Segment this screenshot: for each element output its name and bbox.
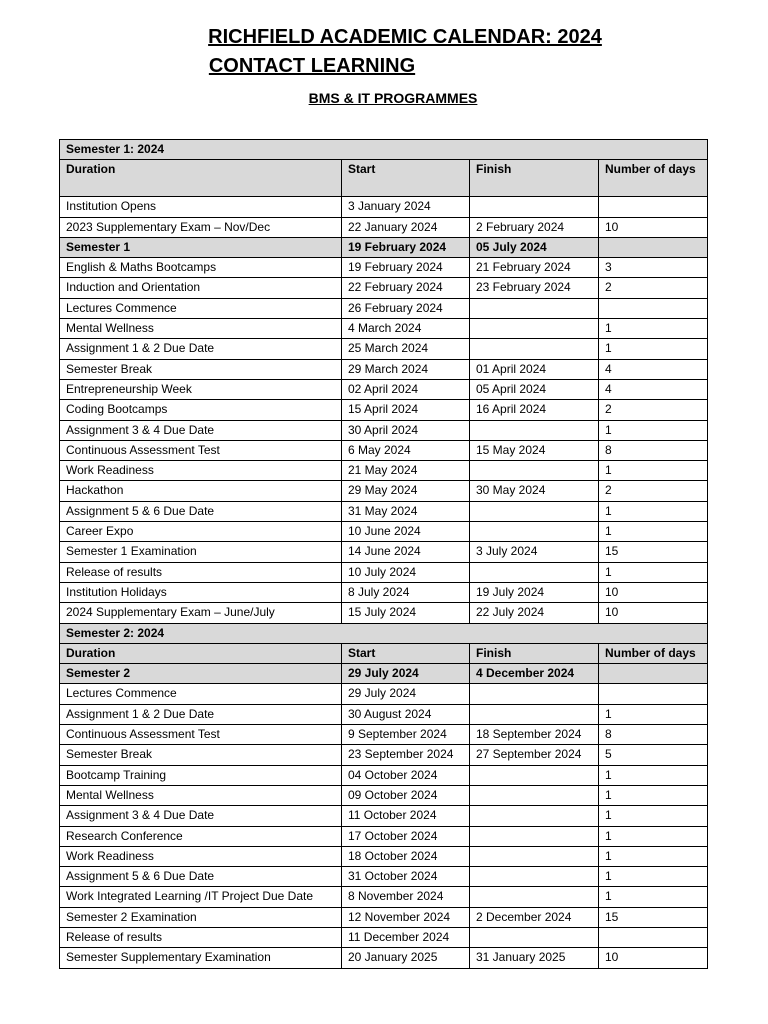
table-row <box>60 298 708 318</box>
cell-days: 2 <box>599 278 708 298</box>
table-row <box>60 806 708 826</box>
cell-days: 2 <box>599 481 708 501</box>
cell-finish <box>470 785 599 805</box>
semester2-title: Semester 2: 2024 <box>60 623 708 643</box>
cell-days: 8 <box>599 440 708 460</box>
table-row <box>60 846 708 866</box>
cell-finish <box>470 806 599 826</box>
cell-finish <box>470 927 599 947</box>
cell-days: 2 <box>599 400 708 420</box>
cell-finish: 21 February 2024 <box>470 258 599 278</box>
cell-days: 4 <box>599 359 708 379</box>
calendar-title: RICHFIELD ACADEMIC CALENDAR: 2024 <box>208 26 602 48</box>
column-header-duration: Duration <box>60 643 342 663</box>
cell-days: 1 <box>599 887 708 907</box>
calendar-table <box>59 139 708 969</box>
cell-duration: Work Readiness <box>60 461 342 481</box>
semester1-title: Semester 1: 2024 <box>60 140 708 160</box>
cell-days: 3 <box>599 258 708 278</box>
cell-start: 10 June 2024 <box>342 522 470 542</box>
cell-duration: Mental Wellness <box>60 319 342 339</box>
cell-finish <box>470 562 599 582</box>
cell-days <box>599 927 708 947</box>
table-row <box>60 907 708 927</box>
cell-start: 9 September 2024 <box>342 725 470 745</box>
cell-days: 5 <box>599 745 708 765</box>
table-row <box>60 258 708 278</box>
cell-finish <box>470 522 599 542</box>
table-row <box>60 319 708 339</box>
cell-finish <box>470 704 599 724</box>
cell-days <box>599 237 708 257</box>
cell-days: 15 <box>599 907 708 927</box>
cell-start: 26 February 2024 <box>342 298 470 318</box>
cell-duration: English & Maths Bootcamps <box>60 258 342 278</box>
table-row <box>60 725 708 745</box>
cell-days: 10 <box>599 948 708 968</box>
cell-start: 02 April 2024 <box>342 379 470 399</box>
cell-start: 29 March 2024 <box>342 359 470 379</box>
table-row <box>60 826 708 846</box>
table-row <box>60 339 708 359</box>
cell-start: 25 March 2024 <box>342 339 470 359</box>
cell-days: 4 <box>599 379 708 399</box>
table-row <box>60 197 708 217</box>
semester1-header-row <box>60 160 708 197</box>
calendar-subtitle: CONTACT LEARNING <box>208 55 416 77</box>
table-row <box>60 948 708 968</box>
cell-days: 1 <box>599 339 708 359</box>
cell-finish <box>470 319 599 339</box>
cell-finish: 30 May 2024 <box>470 481 599 501</box>
cell-start: 8 July 2024 <box>342 582 470 602</box>
cell-finish: 05 July 2024 <box>470 237 599 257</box>
cell-start: 17 October 2024 <box>342 826 470 846</box>
cell-duration: Assignment 3 & 4 Due Date <box>60 420 342 440</box>
cell-finish <box>470 501 599 521</box>
table-row <box>60 278 708 298</box>
cell-start: 31 May 2024 <box>342 501 470 521</box>
table-row <box>60 867 708 887</box>
cell-start: 31 October 2024 <box>342 867 470 887</box>
cell-duration: Assignment 1 & 2 Due Date <box>60 704 342 724</box>
cell-finish <box>470 339 599 359</box>
cell-start: 19 February 2024 <box>342 258 470 278</box>
cell-start: 12 November 2024 <box>342 907 470 927</box>
cell-start: 21 May 2024 <box>342 461 470 481</box>
cell-finish <box>470 887 599 907</box>
column-header-days: Number of days <box>599 160 708 197</box>
cell-finish <box>470 298 599 318</box>
cell-finish: 19 July 2024 <box>470 582 599 602</box>
cell-start: 22 February 2024 <box>342 278 470 298</box>
cell-days: 1 <box>599 562 708 582</box>
programmes-heading: BMS & IT PROGRAMMES <box>308 90 478 106</box>
table-row <box>60 927 708 947</box>
table-row <box>60 440 708 460</box>
cell-finish <box>470 867 599 887</box>
cell-duration: Induction and Orientation <box>60 278 342 298</box>
cell-finish <box>470 461 599 481</box>
cell-duration: Institution Opens <box>60 197 342 217</box>
cell-duration: Coding Bootcamps <box>60 400 342 420</box>
cell-days <box>599 664 708 684</box>
cell-days: 10 <box>599 603 708 623</box>
cell-days <box>599 684 708 704</box>
cell-days: 1 <box>599 806 708 826</box>
cell-days: 1 <box>599 522 708 542</box>
cell-finish: 16 April 2024 <box>470 400 599 420</box>
cell-finish: 15 May 2024 <box>470 440 599 460</box>
cell-start: 22 January 2024 <box>342 217 470 237</box>
cell-start: 8 November 2024 <box>342 887 470 907</box>
cell-start: 30 August 2024 <box>342 704 470 724</box>
cell-days: 1 <box>599 501 708 521</box>
cell-days <box>599 298 708 318</box>
column-header-duration: Duration <box>60 160 342 197</box>
cell-duration: Continuous Assessment Test <box>60 440 342 460</box>
cell-days: 1 <box>599 461 708 481</box>
table-row <box>60 562 708 582</box>
cell-duration: Semester Break <box>60 359 342 379</box>
cell-duration: Semester 1 Examination <box>60 542 342 562</box>
table-row <box>60 420 708 440</box>
table-row <box>60 379 708 399</box>
cell-start: 3 January 2024 <box>342 197 470 217</box>
cell-finish <box>470 420 599 440</box>
table-row <box>60 887 708 907</box>
cell-duration: Mental Wellness <box>60 785 342 805</box>
cell-duration: Semester 1 <box>60 237 342 257</box>
cell-start: 11 October 2024 <box>342 806 470 826</box>
cell-start: 20 January 2025 <box>342 948 470 968</box>
cell-finish: 2 February 2024 <box>470 217 599 237</box>
cell-duration: 2024 Supplementary Exam – June/July <box>60 603 342 623</box>
cell-duration: Career Expo <box>60 522 342 542</box>
table-row <box>60 237 708 257</box>
column-header-finish: Finish <box>470 160 599 197</box>
cell-start: 23 September 2024 <box>342 745 470 765</box>
cell-days: 1 <box>599 867 708 887</box>
table-row <box>60 765 708 785</box>
cell-duration: Bootcamp Training <box>60 765 342 785</box>
cell-duration: Assignment 5 & 6 Due Date <box>60 501 342 521</box>
cell-finish: 18 September 2024 <box>470 725 599 745</box>
cell-days: 1 <box>599 846 708 866</box>
cell-start: 15 July 2024 <box>342 603 470 623</box>
table-row <box>60 664 708 684</box>
cell-finish: 2 December 2024 <box>470 907 599 927</box>
cell-finish: 27 September 2024 <box>470 745 599 765</box>
cell-finish: 31 January 2025 <box>470 948 599 968</box>
table-row <box>60 217 708 237</box>
column-header-days: Number of days <box>599 643 708 663</box>
cell-start: 4 March 2024 <box>342 319 470 339</box>
cell-duration: Semester Supplementary Examination <box>60 948 342 968</box>
semester2-title-row <box>60 623 708 643</box>
cell-days: 1 <box>599 319 708 339</box>
cell-days: 1 <box>599 785 708 805</box>
table-row <box>60 359 708 379</box>
cell-start: 09 October 2024 <box>342 785 470 805</box>
cell-finish: 05 April 2024 <box>470 379 599 399</box>
table-row <box>60 461 708 481</box>
cell-duration: Semester 2 Examination <box>60 907 342 927</box>
cell-duration: Semester 2 <box>60 664 342 684</box>
table-row <box>60 745 708 765</box>
cell-finish: 4 December 2024 <box>470 664 599 684</box>
table-row <box>60 785 708 805</box>
cell-days: 1 <box>599 420 708 440</box>
cell-start: 30 April 2024 <box>342 420 470 440</box>
column-header-start: Start <box>342 643 470 663</box>
cell-duration: Work Integrated Learning /IT Project Due Date <box>60 887 342 907</box>
semester1-title-row <box>60 140 708 160</box>
cell-duration: Continuous Assessment Test <box>60 725 342 745</box>
table-row <box>60 400 708 420</box>
cell-duration: Release of results <box>60 562 342 582</box>
cell-days: 1 <box>599 826 708 846</box>
table-row <box>60 582 708 602</box>
cell-duration: Lectures Commence <box>60 298 342 318</box>
cell-days: 1 <box>599 765 708 785</box>
cell-duration: Semester Break <box>60 745 342 765</box>
cell-start: 18 October 2024 <box>342 846 470 866</box>
cell-duration: Lectures Commence <box>60 684 342 704</box>
cell-duration: Institution Holidays <box>60 582 342 602</box>
cell-finish <box>470 684 599 704</box>
cell-duration: Work Readiness <box>60 846 342 866</box>
cell-days: 8 <box>599 725 708 745</box>
table-row <box>60 603 708 623</box>
table-row <box>60 481 708 501</box>
cell-days: 1 <box>599 704 708 724</box>
semester2-header-row <box>60 643 708 663</box>
cell-start: 29 July 2024 <box>342 664 470 684</box>
cell-start: 10 July 2024 <box>342 562 470 582</box>
cell-start: 6 May 2024 <box>342 440 470 460</box>
cell-finish: 3 July 2024 <box>470 542 599 562</box>
column-header-start: Start <box>342 160 470 197</box>
cell-start: 04 October 2024 <box>342 765 470 785</box>
cell-days: 10 <box>599 217 708 237</box>
cell-start: 11 December 2024 <box>342 927 470 947</box>
cell-start: 19 February 2024 <box>342 237 470 257</box>
cell-finish <box>470 846 599 866</box>
cell-days <box>599 197 708 217</box>
cell-finish: 23 February 2024 <box>470 278 599 298</box>
column-header-finish: Finish <box>470 643 599 663</box>
cell-duration: Assignment 5 & 6 Due Date <box>60 867 342 887</box>
cell-duration: 2023 Supplementary Exam – Nov/Dec <box>60 217 342 237</box>
cell-start: 14 June 2024 <box>342 542 470 562</box>
cell-duration: Research Conference <box>60 826 342 846</box>
cell-finish <box>470 826 599 846</box>
table-row <box>60 704 708 724</box>
cell-start: 29 May 2024 <box>342 481 470 501</box>
cell-duration: Entrepreneurship Week <box>60 379 342 399</box>
cell-finish <box>470 197 599 217</box>
cell-duration: Assignment 3 & 4 Due Date <box>60 806 342 826</box>
table-row <box>60 522 708 542</box>
cell-start: 15 April 2024 <box>342 400 470 420</box>
cell-finish: 22 July 2024 <box>470 603 599 623</box>
table-row <box>60 501 708 521</box>
cell-duration: Assignment 1 & 2 Due Date <box>60 339 342 359</box>
table-row <box>60 684 708 704</box>
cell-start: 29 July 2024 <box>342 684 470 704</box>
cell-duration: Hackathon <box>60 481 342 501</box>
cell-duration: Release of results <box>60 927 342 947</box>
cell-finish: 01 April 2024 <box>470 359 599 379</box>
cell-finish <box>470 765 599 785</box>
cell-days: 15 <box>599 542 708 562</box>
table-row <box>60 542 708 562</box>
cell-days: 10 <box>599 582 708 602</box>
